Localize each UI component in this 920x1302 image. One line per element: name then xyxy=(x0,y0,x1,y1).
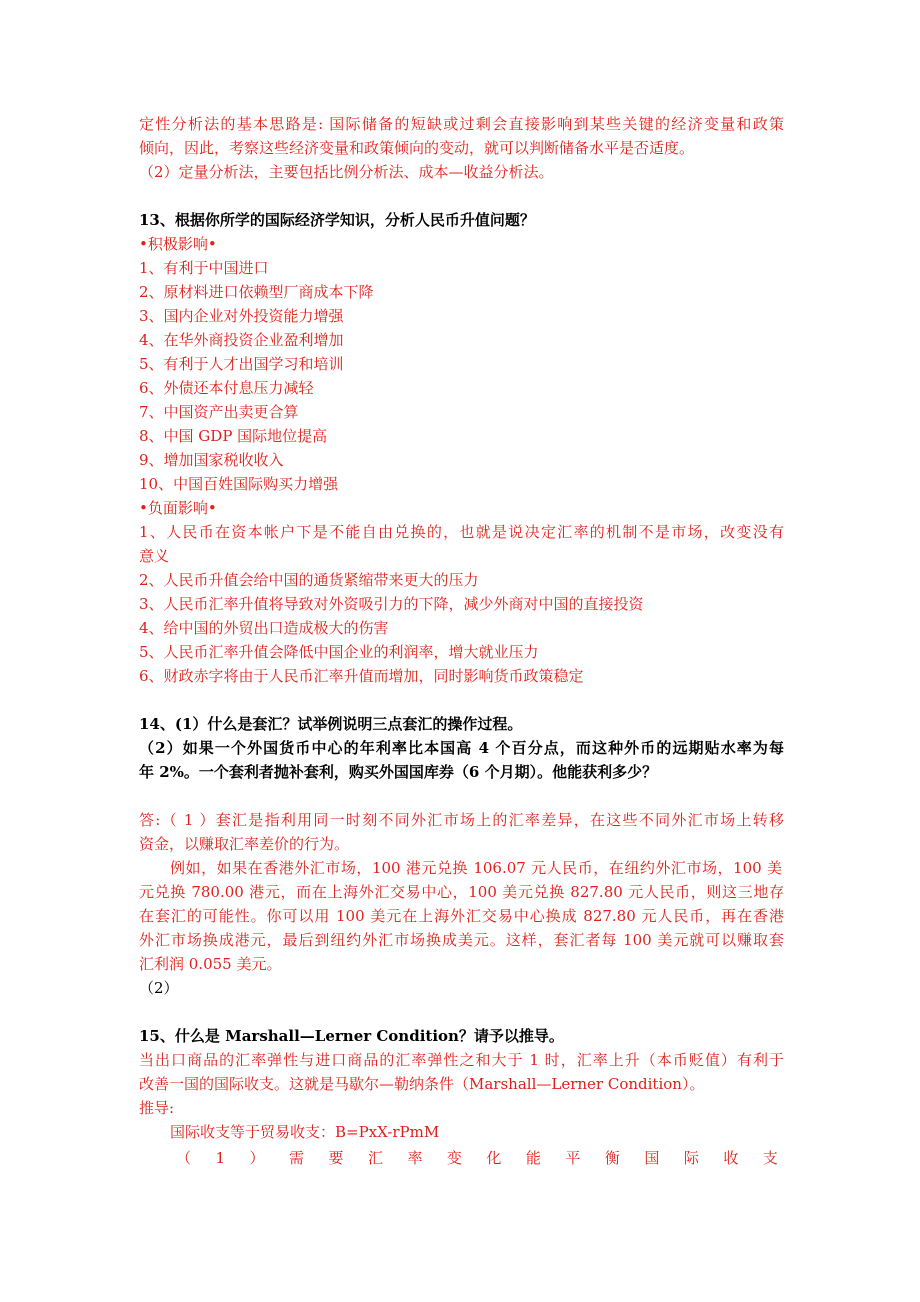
q14-answer-line: 资金，以赚取汇率差价的行为。 xyxy=(139,835,350,853)
text-char: 化 xyxy=(486,1149,502,1167)
intro-line-1: 定性分析法的基本思路是: 国际储备的短缺或过剩会直接影响到某些关键的经济变量和政策 xyxy=(139,115,784,133)
q14-answer-line: 答:（ 1 ）套汇是指利用同一时刻不同外汇市场上的汇率差异，在这些不同外汇市场上转移 xyxy=(139,811,784,829)
q14-question-2b: 年 2%。一个套利者抛补套利，购买外国国库券（6 个月期）。他能获利多少？ xyxy=(139,763,658,781)
list-item: 3、国内企业对外投资能力增强 xyxy=(139,307,344,325)
q15-line-1: 当出口商品的汇率弹性与进口商品的汇率弹性之和大于 1 时，汇率上升（本币贬值）有利于 xyxy=(139,1051,784,1069)
list-item: 8、中国 GDP 国际地位提高 xyxy=(139,427,328,445)
q14-answer-line: 元兑换 780.00 港元，而在上海外汇交易中心，100 美元兑换 827.80 元人民币，则这三地存 xyxy=(139,883,784,901)
list-item: 10、中国百姓国际购买力增强 xyxy=(139,475,339,493)
q13-question: 13、根据你所学的国际经济学知识，分析人民币升值问题？ xyxy=(139,211,535,229)
intro-line-2: 倾向，因此，考察这些经济变量和政策倾向的变动，就可以判断储备水平是否适度。 xyxy=(139,139,695,157)
q15-question: 15、什么是 Marshall—Lerner Condition？请予以推导。 xyxy=(139,1027,564,1045)
text-char: （ xyxy=(176,1149,192,1167)
q14-answer-line: 外汇市场换成港元，最后到纽约外汇市场换成美元。这样，套汇者每 100 美元就可以赚取套 xyxy=(139,931,784,949)
intro-line-3: （2）定量分析法，主要包括比例分析法、成本—收益分析法。 xyxy=(139,163,554,181)
q14-answer-line: 汇利润 0.055 美元。 xyxy=(139,955,282,973)
text-char: 1 xyxy=(215,1149,226,1167)
q14-answer-2: （2） xyxy=(139,979,179,997)
list-item: 2、原材料进口依赖型厂商成本下降 xyxy=(139,283,374,301)
text-char: 要 xyxy=(328,1149,344,1167)
q14-question-1: 14、(1）什么是套汇？试举例说明三点套汇的操作过程。 xyxy=(139,715,523,733)
list-item: 4、给中国的外贸出口造成极大的伤害 xyxy=(139,619,389,637)
list-item: 5、人民币汇率升值会降低中国企业的利润率，增大就业压力 xyxy=(139,643,539,661)
list-item: 2、人民币升值会给中国的通货紧缩带来更大的压力 xyxy=(139,571,479,589)
q15-formula: 国际收支等于贸易收支：B=PxX-rPmM xyxy=(170,1123,440,1141)
list-item: 6、外债还本付息压力减轻 xyxy=(139,379,314,397)
text-char: 能 xyxy=(525,1149,541,1167)
q13-negative-header: •负面影响• xyxy=(139,499,217,517)
text-char: 际 xyxy=(683,1149,699,1167)
q15-last-line xyxy=(176,1148,778,1168)
list-item: 7、中国资产出卖更合算 xyxy=(139,403,299,421)
text-char: 需 xyxy=(288,1149,304,1167)
text-char: 汇 xyxy=(367,1149,383,1167)
text-char: 平 xyxy=(565,1149,581,1167)
text-char: ） xyxy=(249,1149,265,1167)
q14-answer-line: 例如，如果在香港外汇市场，100 港元兑换 106.07 元人民币，在纽约外汇市场，100 美 xyxy=(170,859,782,877)
text-char: 率 xyxy=(407,1149,423,1167)
list-item: 4、在华外商投资企业盈利增加 xyxy=(139,331,344,349)
q14-question-2a: （2）如果一个外国货币中心的年利率比本国高 4 个百分点，而这种外币的远期贴水率为每 xyxy=(139,739,784,757)
list-item: 6、财政赤字将由于人民币汇率升值而增加，同时影响货币政策稳定 xyxy=(139,667,584,685)
list-item: 5、有利于人才出国学习和培训 xyxy=(139,355,344,373)
q15-line-2: 改善一国的国际收支。这就是马歇尔—勒纳条件（Marshall—Lerner Condition）。 xyxy=(139,1075,705,1093)
q15-derivation-label: 推导: xyxy=(139,1099,175,1117)
list-item: 1、有利于中国进口 xyxy=(139,259,269,277)
text-char: 国 xyxy=(644,1149,660,1167)
list-item: 9、增加国家税收收入 xyxy=(139,451,284,469)
list-item: 3、人民币汇率升值将导致对外资吸引力的下降，减少外商对中国的直接投资 xyxy=(139,595,644,613)
text-char: 衡 xyxy=(604,1149,620,1167)
list-item-continuation: 意义 xyxy=(139,547,170,565)
text-char: 支 xyxy=(762,1149,778,1167)
list-item: 1、人民币在资本帐户下是不能自由兑换的，也就是说决定汇率的机制不是市场，改变没有 xyxy=(139,523,784,541)
q13-positive-header: •积极影响• xyxy=(139,235,217,253)
text-char: 变 xyxy=(446,1149,462,1167)
q14-answer-line: 在套汇的可能性。你可以用 100 美元在上海外汇交易中心换成 827.80 元人民币，再在香港 xyxy=(139,907,784,925)
text-char: 收 xyxy=(723,1149,739,1167)
